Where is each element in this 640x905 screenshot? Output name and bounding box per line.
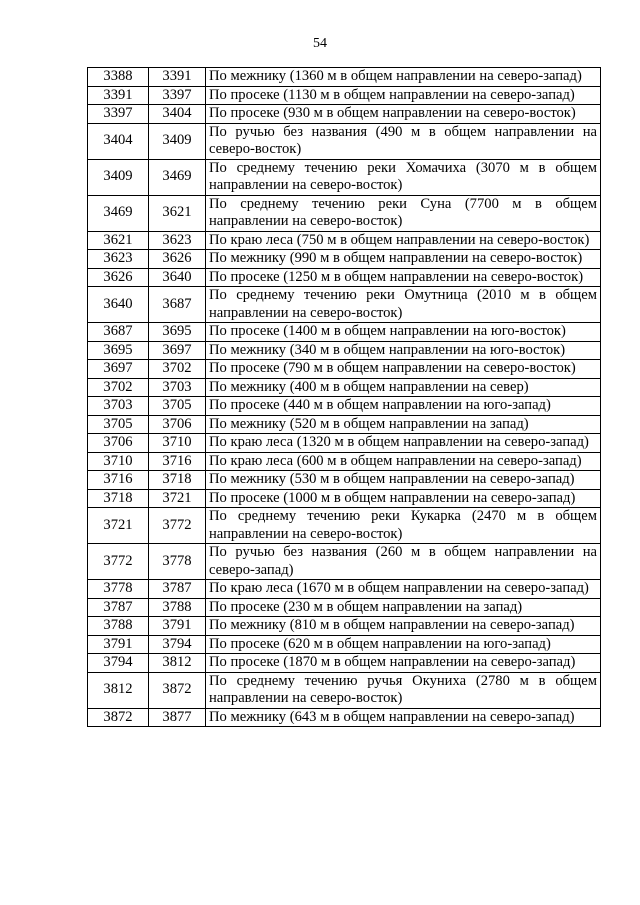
table-row	[88, 452, 601, 471]
boundary-description-cell: По среднему течению реки Суна (7700 м в общем направлении на северо-восток)	[206, 195, 601, 231]
table-row	[88, 323, 601, 342]
table-row	[88, 544, 601, 580]
boundary-description-cell: По среднему течению реки Кукарка (2470 м в общем направлении на северо-восток)	[206, 508, 601, 544]
boundary-description-cell: По межнику (520 м в общем направлении на запад)	[206, 415, 601, 434]
start-point-cell: 3623	[88, 250, 149, 269]
start-point-cell: 3788	[88, 617, 149, 636]
table-row	[88, 635, 601, 654]
end-point-cell: 3702	[149, 360, 206, 379]
end-point-cell: 3687	[149, 287, 206, 323]
end-point-cell: 3794	[149, 635, 206, 654]
table-row	[88, 159, 601, 195]
start-point-cell: 3778	[88, 580, 149, 599]
start-point-cell: 3621	[88, 231, 149, 250]
start-point-cell: 3772	[88, 544, 149, 580]
boundary-description-cell: По краю леса (1670 м в общем направлении на северо-запад)	[206, 580, 601, 599]
end-point-cell: 3812	[149, 654, 206, 673]
start-point-cell: 3702	[88, 378, 149, 397]
start-point-cell: 3706	[88, 434, 149, 453]
table-row	[88, 341, 601, 360]
table-row	[88, 580, 601, 599]
boundary-description-cell: По просеке (1000 м в общем направлении на северо-запад)	[206, 489, 601, 508]
page-number: 54	[313, 36, 327, 51]
table-row	[88, 378, 601, 397]
start-point-cell: 3705	[88, 415, 149, 434]
boundary-description-cell: По межнику (340 м в общем направлении на юго-восток)	[206, 341, 601, 360]
end-point-cell: 3778	[149, 544, 206, 580]
start-point-cell: 3409	[88, 159, 149, 195]
end-point-cell: 3391	[149, 68, 206, 87]
boundary-description-cell: По ручью без названия (260 м в общем направлении на северо-запад)	[206, 544, 601, 580]
end-point-cell: 3716	[149, 452, 206, 471]
end-point-cell: 3409	[149, 123, 206, 159]
boundary-description-cell: По просеке (1250 м в общем направлении на северо-восток)	[206, 268, 601, 287]
table-row	[88, 434, 601, 453]
end-point-cell: 3469	[149, 159, 206, 195]
start-point-cell: 3687	[88, 323, 149, 342]
boundary-description-cell: По межнику (400 м в общем направлении на север)	[206, 378, 601, 397]
end-point-cell: 3721	[149, 489, 206, 508]
start-point-cell: 3640	[88, 287, 149, 323]
end-point-cell: 3621	[149, 195, 206, 231]
start-point-cell: 3787	[88, 598, 149, 617]
start-point-cell: 3791	[88, 635, 149, 654]
boundary-table	[87, 67, 601, 727]
table-row	[88, 250, 601, 269]
end-point-cell: 3397	[149, 86, 206, 105]
table-row	[88, 508, 601, 544]
table-row	[88, 708, 601, 727]
start-point-cell: 3710	[88, 452, 149, 471]
end-point-cell: 3718	[149, 471, 206, 490]
start-point-cell: 3794	[88, 654, 149, 673]
boundary-description-cell: По среднему течению реки Омутница (2010 м в общем направлении на северо-восток)	[206, 287, 601, 323]
table-row	[88, 287, 601, 323]
table-body	[88, 68, 601, 727]
boundary-description-cell: По просеке (230 м в общем направлении на запад)	[206, 598, 601, 617]
start-point-cell: 3812	[88, 672, 149, 708]
end-point-cell: 3695	[149, 323, 206, 342]
boundary-description-cell: По межнику (643 м в общем направлении на северо-запад)	[206, 708, 601, 727]
start-point-cell: 3695	[88, 341, 149, 360]
table-row	[88, 471, 601, 490]
boundary-description-cell: По межнику (810 м в общем направлении на северо-запад)	[206, 617, 601, 636]
table-row	[88, 397, 601, 416]
boundary-description-cell: По краю леса (750 м в общем направлении на северо-восток)	[206, 231, 601, 250]
table-row	[88, 86, 601, 105]
boundary-description-cell: По просеке (620 м в общем направлении на юго-запад)	[206, 635, 601, 654]
table-row	[88, 654, 601, 673]
boundary-description-cell: По межнику (990 м в общем направлении на северо-восток)	[206, 250, 601, 269]
start-point-cell: 3388	[88, 68, 149, 87]
end-point-cell: 3623	[149, 231, 206, 250]
start-point-cell: 3703	[88, 397, 149, 416]
table-row	[88, 598, 601, 617]
boundary-description-cell: По просеке (1870 м в общем направлении на северо-запад)	[206, 654, 601, 673]
end-point-cell: 3710	[149, 434, 206, 453]
table-row	[88, 617, 601, 636]
boundary-description-cell: По просеке (790 м в общем направлении на северо-восток)	[206, 360, 601, 379]
boundary-description-cell: По просеке (440 м в общем направлении на юго-запад)	[206, 397, 601, 416]
end-point-cell: 3697	[149, 341, 206, 360]
table-row	[88, 268, 601, 287]
start-point-cell: 3469	[88, 195, 149, 231]
table-row	[88, 360, 601, 379]
start-point-cell: 3626	[88, 268, 149, 287]
end-point-cell: 3787	[149, 580, 206, 599]
table-row	[88, 195, 601, 231]
end-point-cell: 3626	[149, 250, 206, 269]
boundary-description-cell: По просеке (1400 м в общем направлении на юго-восток)	[206, 323, 601, 342]
start-point-cell: 3697	[88, 360, 149, 379]
table-row	[88, 123, 601, 159]
start-point-cell: 3718	[88, 489, 149, 508]
start-point-cell: 3872	[88, 708, 149, 727]
start-point-cell: 3397	[88, 105, 149, 124]
end-point-cell: 3703	[149, 378, 206, 397]
start-point-cell: 3404	[88, 123, 149, 159]
boundary-description-cell: По среднему течению реки Хомачиха (3070 м в общем направлении на северо-восток)	[206, 159, 601, 195]
end-point-cell: 3872	[149, 672, 206, 708]
end-point-cell: 3877	[149, 708, 206, 727]
end-point-cell: 3791	[149, 617, 206, 636]
boundary-description-cell: По краю леса (1320 м в общем направлении на северо-запад)	[206, 434, 601, 453]
end-point-cell: 3705	[149, 397, 206, 416]
boundary-description-cell: По просеке (930 м в общем направлении на северо-восток)	[206, 105, 601, 124]
start-point-cell: 3721	[88, 508, 149, 544]
end-point-cell: 3404	[149, 105, 206, 124]
table-row	[88, 415, 601, 434]
table-row	[88, 672, 601, 708]
end-point-cell: 3640	[149, 268, 206, 287]
end-point-cell: 3706	[149, 415, 206, 434]
start-point-cell: 3716	[88, 471, 149, 490]
end-point-cell: 3772	[149, 508, 206, 544]
table-row	[88, 105, 601, 124]
start-point-cell: 3391	[88, 86, 149, 105]
boundary-description-cell: По просеке (1130 м в общем направлении на северо-запад)	[206, 86, 601, 105]
boundary-description-cell: По межнику (530 м в общем направлении на северо-запад)	[206, 471, 601, 490]
boundary-description-cell: По среднему течению ручья Окуниха (2780 м в общем направлении на северо-восток)	[206, 672, 601, 708]
table-row	[88, 231, 601, 250]
boundary-description-cell: По ручью без названия (490 м в общем направлении на северо-восток)	[206, 123, 601, 159]
boundary-description-cell: По межнику (1360 м в общем направлении на северо-запад)	[206, 68, 601, 87]
table-row	[88, 489, 601, 508]
table-row	[88, 68, 601, 87]
boundary-description-cell: По краю леса (600 м в общем направлении на северо-запад)	[206, 452, 601, 471]
end-point-cell: 3788	[149, 598, 206, 617]
